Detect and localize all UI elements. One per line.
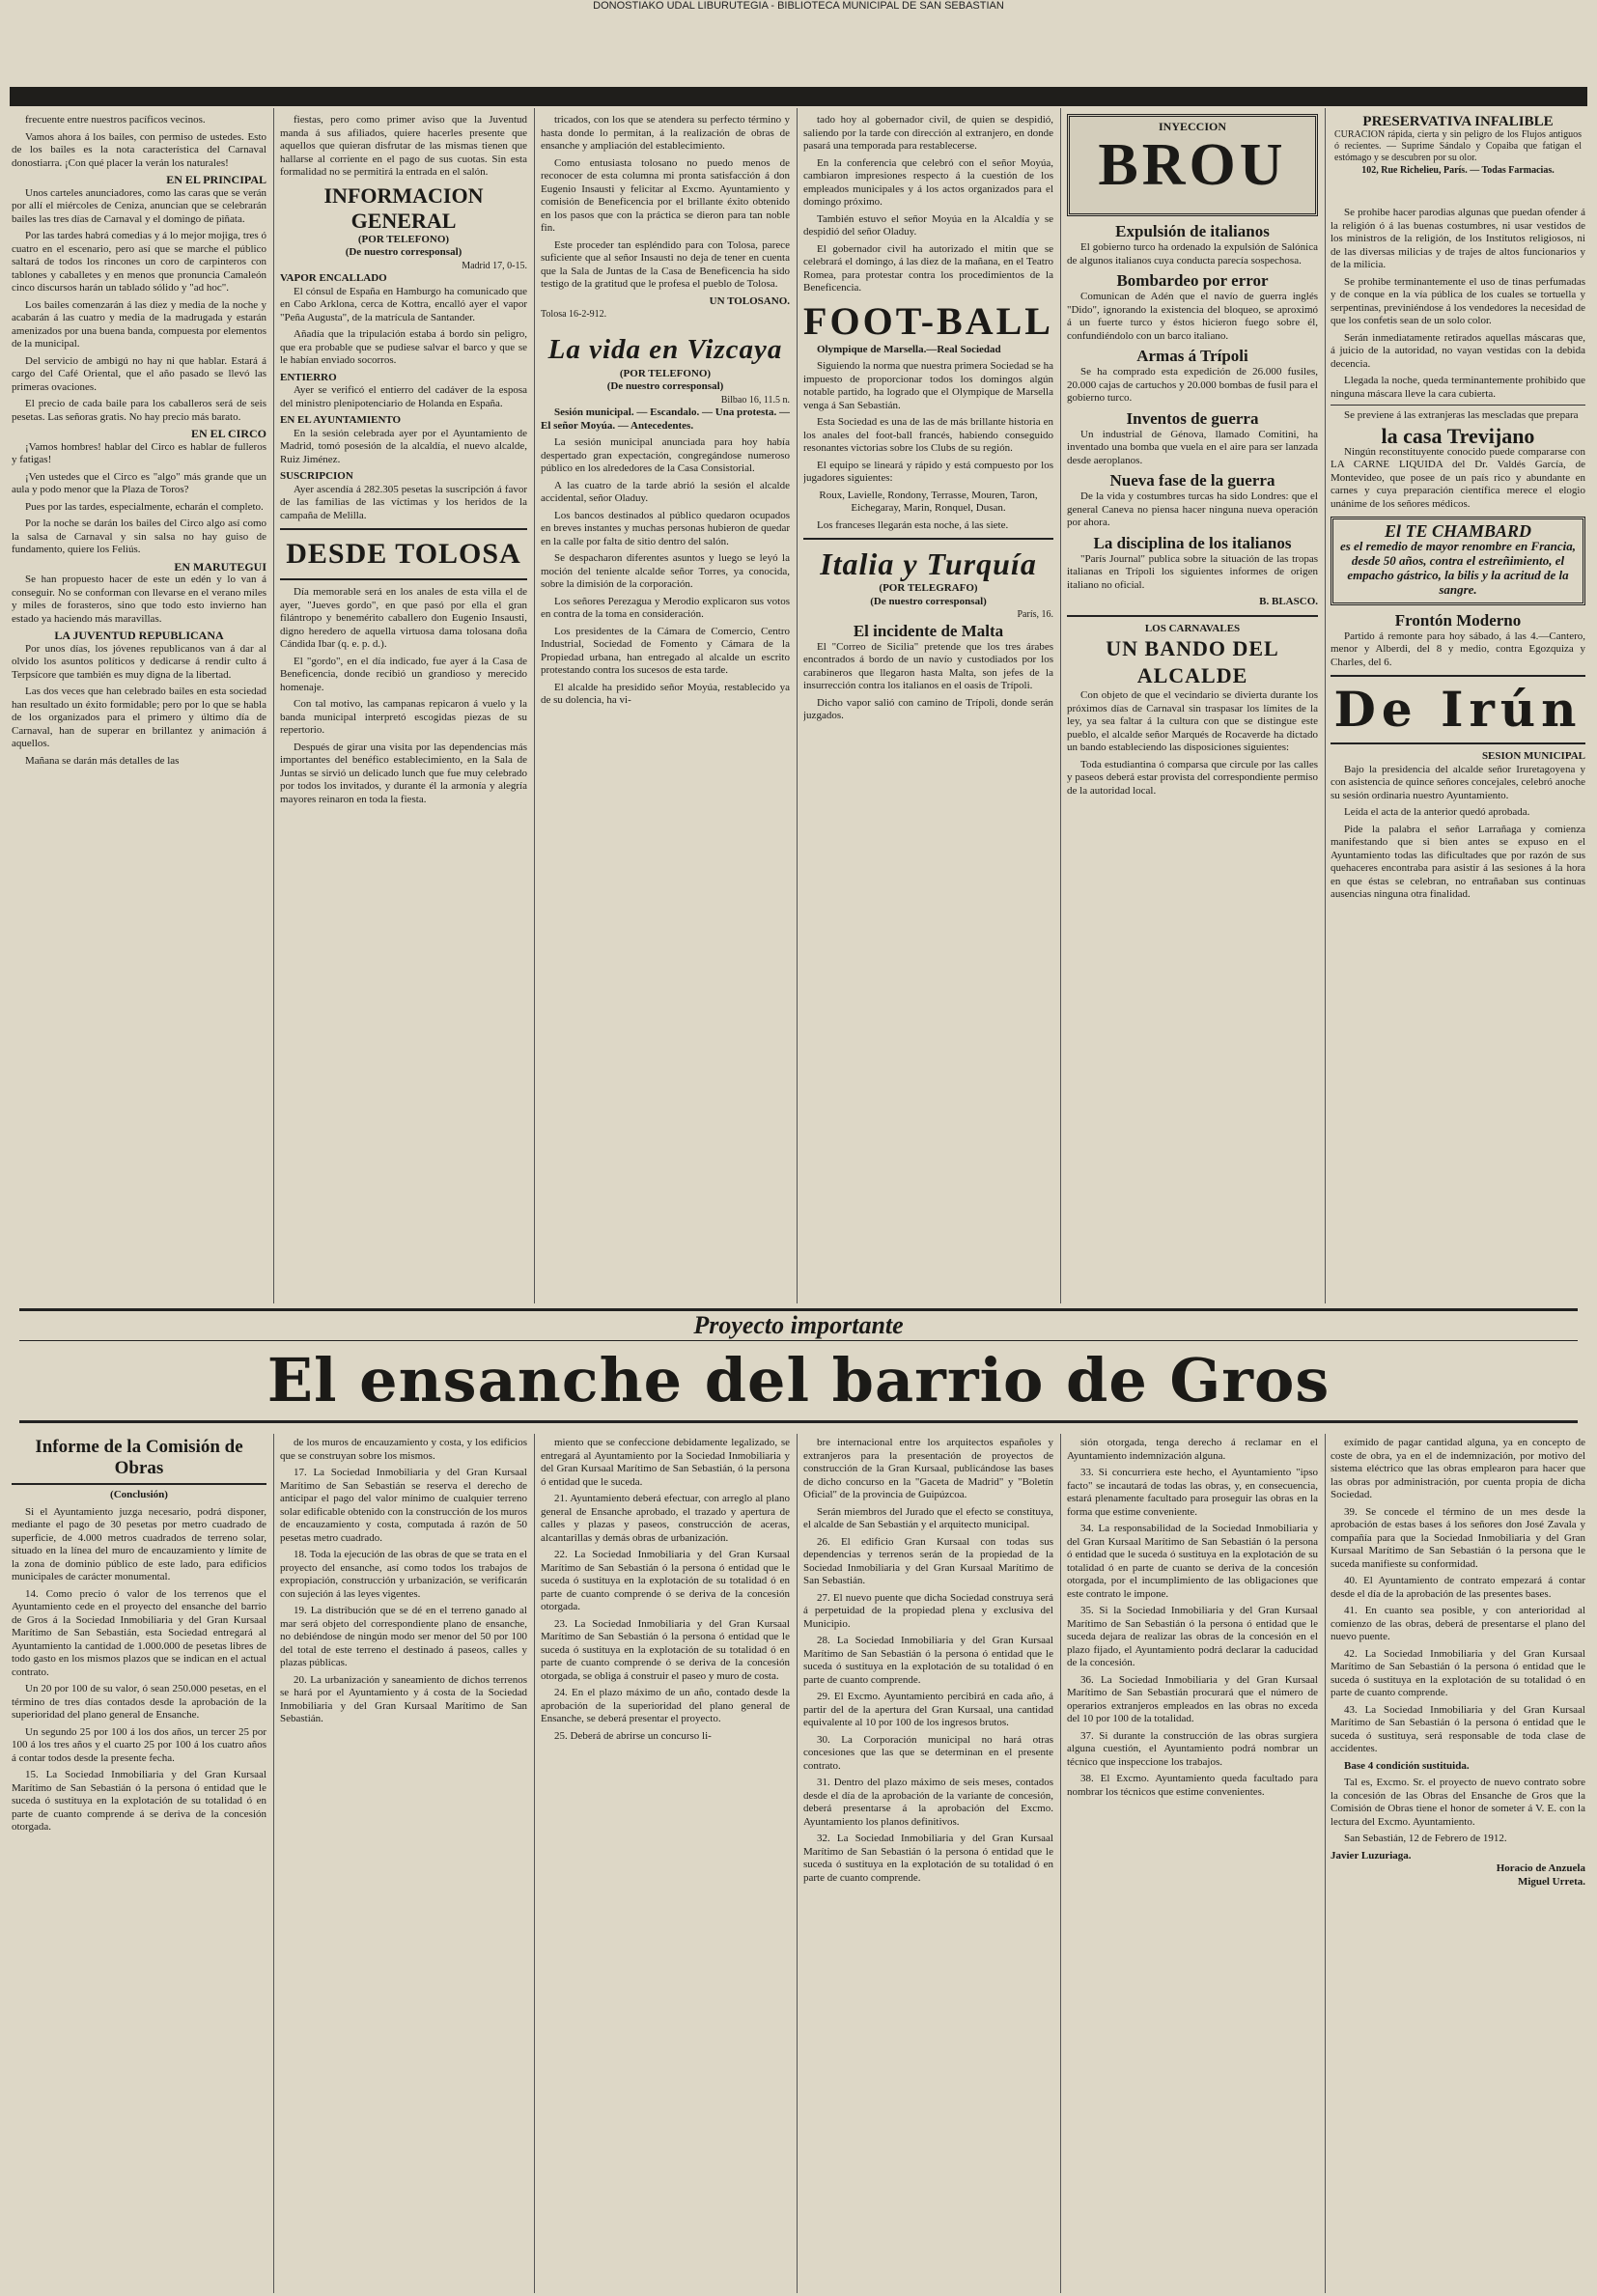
ad-title: El TE CHAMBARD: [1384, 521, 1532, 541]
paragraph: Añadía que la tripulación estaba á bordo sin peligro, que era probable que se pudiese salvar el barco y que se le habían enviado socorros.: [280, 328, 527, 366]
divider: [1331, 405, 1585, 406]
paragraph: Por las tardes habrá comedias y á lo mejor mojiga, tres ó cuatro en el escenario, pero así que se marche el público saltará de todos los rincones un coro de carpinteros con tablones y caballetes y en menos que pronuncia Camaleón cinco discursos harán un tablado sólido y "ad hoc".: [12, 230, 266, 294]
divider: [280, 578, 527, 580]
section-title: Italia y Turquía: [820, 546, 1037, 581]
item-heading: Bombardeo por error: [1116, 271, 1269, 290]
paragraph: 17. La Sociedad Inmobiliaria y del Gran Kursaal Marítimo de San Sebastián se reserva el derecho de anticipar el pago del valor mínimo de cualquier terreno solar edificable obtenido con la construcción de los muros de encauzamiento y costa, computada á razón de 50 pesetas metro cuadrado.: [280, 1467, 527, 1544]
signature: UN TOLOSANO.: [709, 294, 790, 307]
paragraph: Por unos días, los jóvenes republicanos van á dar al olvido los asuntos políticos y dedicarse á rendir culto á Terpsícore que también es muy digna de la libertad.: [12, 642, 266, 681]
paragraph: Base 4 condición sustituida.: [1344, 1759, 1470, 1772]
article-title: Informe de la Comisión de Obras: [12, 1437, 266, 1485]
paragraph: 42. La Sociedad Inmobiliaria y del Gran Kursaal Marítimo de San Sebastián ó la persona ó entidad que le suceda ó sustituya en la explotación de su totalidad ó en parte de cuanto comprende.: [1331, 1647, 1585, 1698]
paragraph: Ayer se verificó el entierro del cadáver de la esposa del ministro plenipotenciario de Holanda en España.: [280, 384, 527, 409]
section-heading: EN EL PRINCIPAL: [166, 173, 266, 186]
item-heading: VAPOR ENCALLADO: [280, 272, 387, 284]
paragraph: Llegada la noche, queda terminantemente prohibido que ninguna máscara lleve la cara cubierta.: [1331, 375, 1585, 400]
paragraph: 23. La Sociedad Inmobiliaria y del Gran Kursaal Marítimo de San Sebastián ó la persona ó entidad que le suceda ó sustituya en la explotación de su totalidad ó en parte de cuanto comprende ó se deriva de la concesión otorgada, se obliga á construir el paseo y muro de costa.: [541, 1617, 790, 1682]
ad-title: Frontón Moderno: [1394, 610, 1522, 630]
ad-text: es el remedio de mayor renombre en Francia, desde 50 años, contra el estreñimiento, el empacho gástrico, la bilis y la acritud de la sangre.: [1339, 538, 1577, 597]
column-4: [803, 114, 1053, 1303]
paragraph: Se ha comprado esta expedición de 26.000 fusiles, 20.000 cajas de cartuchos y 20.000 bombas de fusil para el gobierno turco.: [1067, 366, 1318, 404]
subheading: (POR TELEFONO): [619, 367, 712, 379]
divider: [280, 528, 527, 530]
paragraph: El precio de cada baile para los caballeros será de seis pesetas. Las señoras gratis. No hay precio más barato.: [12, 398, 266, 423]
paragraph: Con objeto de que el vecindario se divierta durante los próximos días de Carnaval sin traspasar los límites de la ley, ya sea faltar á la cultura con que se distingue este pueblo, el alcalde señor Marqués de Rocaverde ha dictado un bando estableciendo las disposiciones siguientes:: [1067, 689, 1318, 753]
paragraph: Esta Sociedad es una de las de más brillante historia en los anales del foot-ball francés, habiendo conseguido resonantes victorias sobre los Clubs de su región.: [803, 416, 1053, 454]
column-divider: [1325, 108, 1326, 1303]
signature: Javier Luzuriaga.: [1331, 1849, 1412, 1862]
column-6: [1331, 114, 1585, 1303]
paragraph: Unos carteles anunciadores, como las caras que se verán por allí el miércoles de Ceniza, anuncian que se celebrarán bailes las tres días de Carnaval y el domingo de piñata.: [12, 186, 266, 225]
dateline: París, 16.: [1017, 609, 1053, 620]
ad-brand: BROU: [1098, 131, 1287, 198]
paragraph: exímido de pagar cantidad alguna, ya en concepto de coste de obra, ya en el de indemnización, por motivo del sistema eléctrico que las obras emplearon para hacer que las obras por administración, por cuenta propia de dicha Sociedad.: [1331, 1437, 1585, 1500]
paragraph: Siguiendo la norma que nuestra primera Sociedad se ha impuesto de proporcionar todos los domingos algún notable partido, ha logrado que el Olympique de Marsella venga á San Sebastián.: [803, 360, 1053, 411]
paragraph: El cónsul de España en Hamburgo ha comunicado que en Cabo Arklona, cerca de Kottra, encalló ayer el vapor "Peña Augusta", de la matrícula de Santander.: [280, 285, 527, 323]
item-heading: SUSCRIPCION: [280, 470, 353, 482]
paragraph: sión otorgada, tenga derecho á reclamar en el Ayuntamiento indemnización alguna.: [1067, 1437, 1318, 1462]
paragraph: 38. El Excmo. Ayuntamiento queda facultado para nombrar los técnicos que estime convenientes.: [1067, 1773, 1318, 1798]
banner-kicker: Proyecto importante: [19, 1308, 1578, 1341]
column-divider: [273, 1434, 274, 2293]
paragraph: 22. La Sociedad Inmobiliaria y del Gran Kursaal Marítimo de San Sebastián ó la persona ó entidad que le suceda ó sustituya en la explotación de su totalidad ó en parte de cuanto comprende ó se deriva de la concesión otorgada.: [541, 1549, 790, 1612]
paragraph: Del servicio de ambigú no hay ni que hablar. Estará á cargo del Café Oriental, que el año pasado se llevó las primeras ovaciones.: [12, 354, 266, 393]
paragraph: 35. Si la Sociedad Inmobiliaria y del Gran Kursaal Marítimo de San Sebastián ó la persona ó entidad que le suceda dejara de realizar las obras de la concesión en el plazo fijado, el Ayuntamiento podrá declarar la caducidad de la concesión.: [1067, 1605, 1318, 1668]
paragraph: Vamos ahora á los bailes, con permiso de ustedes. Esto de los bailes es la nota característica del Carnaval donostiarra. ¡Con qué placer la verán los naturales!: [12, 130, 266, 169]
lead-paragraph: Sesión municipal. — Escandalo. — Una protesta. — El señor Moyúa. — Antecedentes.: [541, 406, 790, 432]
item-heading: El incidente de Malta: [853, 621, 1004, 640]
paragraph: Tal es, Excmo. Sr. el proyecto de nuevo contrato sobre la concesión de las Obras del Ensanche de Gros que la Comisión de Obras tiene el honor de someter á V. E. con la lectura del Excmo. Ayuntamiento.: [1331, 1777, 1585, 1828]
section-title: FOOT-BALL: [803, 298, 1053, 343]
top-rule-bar: [10, 87, 1587, 106]
paragraph: Se despacharon diferentes asuntos y luego se leyó la moción del teniente alcalde señor Torres, ya conocida, sobre la dimisión de la corporación.: [541, 552, 790, 590]
paragraph: Leída el acta de la anterior quedó aprobada.: [1344, 806, 1530, 818]
paragraph: miento que se confeccione debidamente legalizado, se entregará al Ayuntamiento por la Sociedad Inmobiliaria y del Gran Kursaal Marítimo de San Sebastián, ó la persona ó entidad que le suceda.: [541, 1437, 790, 1488]
paragraph: 43. La Sociedad Inmobiliaria y del Gran Kursaal Marítimo de San Sebastián ó la persona ó entidad que le suceda ó sustituya, será responsable de toda clase de accidentes.: [1331, 1703, 1585, 1754]
te-chambard-advertisement: [1331, 517, 1585, 605]
subheading: (De nuestro corresponsal): [606, 380, 724, 392]
paragraph: Comunican de Adén que el navío de guerra inglés "Dido", ignorando la existencia del bloqueo, se aproximó á un fuerte turco y éstos hicieron fuego sobre él, confundiéndolo con un barco italiano.: [1067, 291, 1318, 342]
paragraph: 39. Se concede el término de un mes desde la aprobación de estas bases á los señores don José Zavala y compañía para que la Sociedad Inmobiliaria y del Gran Kursaal Marítimo de San Sebastián ó la persona que le suceda manifieste su conformidad.: [1331, 1505, 1585, 1570]
signature: B. BLASCO.: [1259, 596, 1318, 607]
column-divider: [1325, 1434, 1326, 2293]
paragraph: frecuente entre nuestros pacíficos vecinos.: [25, 114, 206, 126]
paragraph: "París Journal" publica sobre la situación de las tropas italianas en Trípoli los siguientes informes de origen italiano no oficial.: [1067, 552, 1318, 591]
paragraph: bre internacional entre los arquitectos españoles y extranjeros para la presentación de proyectos de construcción de la Gran Kursaal, publicándose las bases de dicho concurso en la "Gaceta de Madrid" y "Boletín Oficial" de la provincia de Guipúzcoa.: [803, 1437, 1053, 1500]
signature: Miguel Urreta.: [1517, 1875, 1585, 1888]
paragraph: 32. La Sociedad Inmobiliaria y del Gran Kursaal Marítimo de San Sebastián ó la persona ó entidad que le suceda ó sustituya en la explotación de su totalidad ó en parte de cuanto comprende.: [803, 1833, 1053, 1884]
paragraph: Los presidentes de la Cámara de Comercio, Centro Industrial, Sociedad de Fomento y Cámara de la Propiedad urbana, han entregado al alcalde un escrito protestando contra los sucesos de esta tarde.: [541, 625, 790, 676]
column-3: [541, 114, 790, 1303]
section-title: INFORMACION GENERAL: [323, 182, 484, 233]
ad-title: la casa Trevijano: [1381, 423, 1535, 448]
subheading: (De nuestro corresponsal): [345, 246, 462, 258]
team-lineup: Roux, Lavielle, Rondony, Terrasse, Mouren, Taron, Eichegaray, Marin, Ronquel, Dusan.: [819, 489, 1038, 514]
paragraph: El "Correo de Sicilia" pretende que los tres árabes encontrados á bordo de un navío y custodiados por los carabineros que llegaron hasta Malta, son jefes de la insurrección contra los italianos en el oasis de Trípoli.: [803, 640, 1053, 691]
dateline: Tolosa 16-2-912.: [541, 309, 607, 320]
paragraph: En la conferencia que celebró con el señor Moyúa, cambiaron impresiones respecto á la cuestión de los empleados municipales y á los actos organizados para el domingo próximo.: [803, 156, 1053, 208]
section-heading: LOS CARNAVALES: [1144, 622, 1241, 634]
divider: [1331, 742, 1585, 744]
paragraph: Bajo la presidencia del alcalde señor Iruretagoyena y con asistencia de quince señores concejales, celebró anoche su sesión ordinaria nuestro Ayuntamiento.: [1331, 763, 1585, 801]
paragraph: Por la noche se darán los bailes del Circo algo así como la salsa de Carnaval y sin salsa no hay guiso de fundamento, quiere los Feliús.: [12, 518, 266, 555]
paragraph: En la sesión celebrada ayer por el Ayuntamiento de Madrid, tomó posesión de la alcaldía, el nuevo alcalde, Ruiz Jiménez.: [280, 427, 527, 465]
paragraph: El alcalde ha presidido señor Moyúa, restablecido ya de su dolencia, ha vi-: [541, 681, 790, 706]
paragraph: 37. Si durante la construcción de las obras surgiera alguna cuestión, el Ayuntamiento podrá nombrar un técnico que inspeccione los trabajos.: [1067, 1729, 1318, 1768]
paragraph: 25. Deberá de abrirse un concurso li-: [554, 1729, 712, 1742]
paragraph: ¡Vamos hombres! hablar del Circo es hablar de fulleros y fatigas!: [12, 440, 266, 465]
item-heading: EN EL AYUNTAMIENTO: [280, 414, 402, 426]
paragraph: 18. Toda la ejecución de las obras de que se trata en el proyecto del ensanche, así como todos los trabajos de expropiación, construcción y urbanización, se verificarán con sujeción á las leyes vigentes.: [280, 1549, 527, 1600]
bottom-column-6: [1331, 1437, 1585, 2291]
paragraph: Los franceses llegarán esta noche, á las siete.: [817, 518, 1009, 531]
archive-source-line: DONOSTIAKO UDAL LIBURUTEGIA - BIBLIOTECA MUNICIPAL DE SAN SEBASTIAN: [593, 0, 1004, 12]
date-line: San Sebastián, 12 de Febrero de 1912.: [1344, 1833, 1507, 1844]
paragraph: Este proceder tan espléndido para con Tolosa, parece suficiente que al señor Insausti no deja de tener en cuenta que la Sala de Juntas de la Casa de Beneficencia ha sido testigo de la gratitud que le profesa el pueblo de Tolosa.: [541, 238, 790, 290]
paragraph: Serán miembros del Jurado que el efecto se constituya, el alcalde de San Sebastián y el arquitecto municipal.: [803, 1505, 1053, 1530]
paragraph: Las dos veces que han celebrado bailes en esta sociedad han resultado un éxito formidable; pero por lo que se habla de los organizados para el primero y último día de Carnaval, han de superar en brillantez y animación á aquellos.: [12, 686, 266, 749]
paragraph: También estuvo el señor Moyúa en la Alcaldía y se despidió del señor Oladuy.: [803, 212, 1053, 238]
paragraph: tricados, con los que se atendera su perfecto término y hasta donde lo permitan, á la realización de obras de ensanche y ampliación del establecimiento.: [541, 114, 790, 152]
ad-text: Ningún reconstituyente conocido puede compararse con LA CARNE LIQUIDA del Dr. Valdés García, de Montevideo, que posee de un país rico y abundante en carnes y cuya preparación científica merece el elogio unánime de los señores médicos.: [1331, 445, 1585, 510]
section-heading: EN MARUTEGUI: [174, 559, 266, 574]
section-heading: LA JUVENTUD REPUBLICANA: [54, 629, 224, 642]
paragraph: 24. En el plazo máximo de un año, contado desde la aprobación de la superioridad del plano general de Ensanche, se deberá presentar el proyecto.: [541, 1687, 790, 1724]
ad-small-heading: INYECCION: [1158, 120, 1226, 133]
paragraph: Un industrial de Génova, llamado Comitini, ha inventado una bomba que vuela en el aire para ser lanzada desde aeroplanos.: [1067, 428, 1318, 466]
paragraph: El "gordo", en el día indicado, fue ayer á la Casa de Beneficencia, donde recibió un grandioso y merecido homenaje.: [280, 655, 527, 693]
paragraph: 14. Como precio ó valor de los terrenos que el Ayuntamiento cede en el proyecto del ensanche del barrio de Gros á la Sociedad Inmobiliaria y del Gran Kursaal Marítimo de San Sebastián, esta Sociedad entregará al Ayuntamiento la cantidad de 1.000.000 de pesetas libres de todo gasto en los mismos plazos que se indican en el actual contrato.: [12, 1587, 266, 1678]
paragraph: 28. La Sociedad Inmobiliaria y del Gran Kursaal Marítimo de San Sebastián ó la persona ó entidad que le suceda ó sustituya en la explotación de su totalidad ó en parte de cuanto comprende.: [803, 1635, 1053, 1686]
column-1: [12, 114, 266, 1303]
column-divider: [1060, 1434, 1061, 2293]
column-divider: [797, 108, 798, 1303]
banner-title: El ensanche del barrio de Gros: [266, 1345, 1331, 1415]
section-heading: SESION MUNICIPAL: [1481, 750, 1585, 762]
paragraph: 19. La distribución que se dé en el terreno ganado al mar será objeto del correspondiente plano de ensanche, no debiéndose de ningún modo ser menor del 50 por 100 del total de este terreno el destinado á paseos, calles y plazas públicas.: [280, 1605, 527, 1668]
section-title: DESDE TOLOSA: [286, 538, 521, 570]
paragraph: 21. Ayuntamiento deberá efectuar, con arreglo al plano general de Ensanche aprobado, el trazado y apertura de calles y plazas y paseos, construcción de aceras, alcantarillas y demás obras de urbanización.: [541, 1493, 790, 1544]
paragraph: Los bailes comenzarán á las diez y media de la noche y acabarán á las cuatro y media de la madrugada y estarán amenizados por una buena banda, compuesta por elementos de la municipal.: [12, 298, 266, 350]
paragraph: Toda estudiantina ó comparsa que circule por las calles y paseos deberá estar provista del correspondiente permiso de la autoridad local.: [1067, 758, 1318, 797]
paragraph: 15. La Sociedad Inmobiliaria y del Gran Kursaal Marítimo de San Sebastián ó la persona ó entidad que le suceda ó sustituya en la explotación de su totalidad ó en parte de cuanto comprende á se deriva de la concesión otorgada.: [12, 1769, 266, 1833]
column-divider: [797, 1434, 798, 2293]
column-divider: [534, 108, 535, 1303]
divider: [1067, 615, 1318, 617]
paragraph: Después de girar una visita por las dependencias más importantes del benéfico establecimiento, en la Sala de Juntas se sirvió un delicado lunch que fue muy celebrado por todos los invitados, y durante él la armonía y alegría mayores reinaron en toda la fiesta.: [280, 741, 527, 805]
paragraph: 31. Dentro del plazo máximo de seis meses, contados desde el día de la aprobación de la variante de concesión, deberá presentarse á la aprobación del Excmo. Ayuntamiento los planos definitivos.: [803, 1777, 1053, 1828]
paragraph: 26. El edificio Gran Kursaal con todas sus dependencias y terrenos serán de la propiedad de la Sociedad Inmobiliaria y del Gran Kursaal Marítimo de San Sebastián.: [803, 1535, 1053, 1586]
paragraph: Dicho vapor salió con camino de Trípoli, donde serán juzgados.: [803, 696, 1053, 721]
section-title: De Irún: [1333, 681, 1583, 738]
item-heading: ENTIERRO: [280, 371, 337, 383]
bottom-column-3: [541, 1437, 790, 2291]
ad-title: PRESERVATIVA INFALIBLE: [1362, 114, 1554, 129]
paragraph: Se previene á las extranjeras las mescladas que prepara: [1344, 409, 1579, 421]
bottom-column-4: [803, 1437, 1053, 2291]
paragraph: Se prohibe hacer parodias algunas que puedan ofender á la religión ó á las buenas costumbres, ni usar vestidos de los ministros de la religión, de los Institutos religiosos, ni de las diversas milicias y de trajes de altos funcionarios y de la milicia.: [1331, 207, 1585, 270]
paragraph: 20. La urbanización y saneamiento de dichos terrenos se hará por el Ayuntamiento y á costa de la Sociedad Inmobiliaria y del Gran Kursaal Marítimo de San Sebastián.: [280, 1673, 527, 1724]
paragraph: Día memorable será en los anales de esta villa el de ayer, "Jueves gordo", en que pasó por ella el gran filántropo y benemérito caballero don Eugenio Insausti, digno heredero de aquella virtuosa dama tolosana doña Cándida Ibar (q. e. p. d.).: [280, 586, 527, 650]
banner-rule: [19, 1420, 1578, 1423]
paragraph: Pues por las tardes, especialmente, echarán el completo.: [25, 500, 264, 513]
subheading: (Conclusión): [110, 1489, 168, 1500]
paragraph: Ayer ascendía á 282.305 pesetas la suscripción á favor de las familias de las víctimas y los heridos de la campaña de Melilla.: [280, 483, 527, 521]
subheading: (POR TELEGRAFO): [879, 582, 978, 594]
column-divider: [534, 1434, 535, 2293]
item-heading: Armas á Trípoli: [1136, 347, 1248, 365]
ad-address: 102, Rue Richelieu, París. — Todas Farmacias.: [1361, 164, 1555, 176]
paragraph: 40. El Ayuntamiento de contrato empezará á contar desde el día de la aprobación de las presentes bases.: [1331, 1575, 1585, 1600]
paragraph: 30. La Corporación municipal no hará otras concesiones que las que se determinan en el presente contrato.: [803, 1733, 1053, 1772]
paragraph: Como entusiasta tolosano no puedo menos de reconocer de esta columna mi pronta satisfacción á don Eugenio Insausti y felicitar al Excmo. Ayuntamiento y comisión de Beneficencia por el brillante éxito obtenido en los pasos que con la práctica se dieron para tan noble fin.: [541, 156, 790, 234]
paragraph: Mañana se darán más detalles de las: [25, 754, 180, 767]
paragraph: 27. El nuevo puente que dicha Sociedad construya será á perpetuidad de la propiedad plena y exclusiva del Municipio.: [803, 1591, 1053, 1630]
paragraph: 33. Si concurriera este hecho, el Ayuntamiento "ipso facto" se incautará de todas las obras, y, en consecuencia, estará plenamente facultado para proseguir las obras en la forma que estime conveniente.: [1067, 1467, 1318, 1518]
subheading: (POR TELEFONO): [357, 233, 450, 245]
ad-text: Partido á remonte para hoy sábado, á las 4.—Cantero, menor y Alberdi, del 8 y medio, contra Egozquiza y Charles, del 6.: [1331, 630, 1585, 668]
paragraph: tado hoy al gobernador civil, de quien se despidió, saliendo por la tarde con dirección al extranjero, en donde pasará una temporada para restablecerse.: [803, 114, 1053, 152]
brou-advertisement: [1067, 114, 1318, 216]
dateline: Bilbao 16, 11.5 n.: [720, 394, 790, 406]
paragraph: 34. La responsabilidad de la Sociedad Inmobiliaria y del Gran Kursaal Marítimo de San Sebastián ó la persona ó entidad que le suceda ó sustituya en la explotación de su totalidad ó en parte de cuanto se deriva de la concesión otorgada, por el incumplimiento de las obligaciones que este contrato le impone.: [1067, 1523, 1318, 1600]
signature: Horacio de Anzuela: [1496, 1862, 1585, 1874]
lead-paragraph: Olympique de Marsella.—Real Sociedad: [817, 343, 1001, 355]
paragraph: De la vida y costumbres turcas ha sido Londres: que el general Caneva no piensa hacer ninguna nueva operación por ahora.: [1067, 490, 1318, 528]
item-heading: Nueva fase de la guerra: [1109, 471, 1275, 490]
paragraph: Con tal motivo, las campanas repicaron á vuelo y la banda municipal interpretó escogidas piezas de su repertorio.: [280, 698, 527, 736]
ad-text: CURACION rápida, cierta y sin peligro de los Flujos antiguos ó recientes. — Suprime Sándalo y Copaiba que fatigan el estómago y se descubren por su olor.: [1334, 128, 1582, 163]
subheading: (De nuestro corresponsal): [870, 595, 987, 607]
paragraph: 29. El Excmo. Ayuntamiento percibirá en cada año, á partir del de la apertura del Gran Kursaal, una cantidad equivalente al 10 por 100 de los ingresos brutos.: [803, 1691, 1053, 1728]
column-5: [1067, 114, 1318, 1303]
ensanche-banner: [10, 1308, 1587, 1429]
item-heading: Inventos de guerra: [1126, 408, 1259, 428]
column-divider: [1060, 108, 1061, 1303]
paragraph: A las cuatro de la tarde abrió la sesión el alcalde accidental, señor Oladuy.: [541, 479, 790, 504]
section-title: La vida en Vizcaya: [547, 333, 783, 365]
brou-ad-text: [1331, 114, 1585, 207]
paragraph: Un 20 por 100 de su valor, ó sean 250.000 pesetas, en el término de tres días contados desde la aprobación de la superioridad del plano general de Ensanche.: [12, 1683, 266, 1721]
paragraph: El gobernador civil ha autorizado el mitin que se celebrará el domingo, á las diez de la mañana, en el Teatro Romea, para protestar contra los procedimientos de la Beneficencia.: [803, 242, 1053, 294]
paragraph: fiestas, pero como primer aviso que la Juventud manda á sus afiliados, quiere hacerles presente que aquellos que quieran disfrutar de las mismas tienen que hallarse al corriente en el pago de sus cuotas. Sin esta formalidad no se permitirá la entrada en el salón.: [280, 114, 527, 178]
section-title: UN BANDO DEL ALCALDE: [1106, 636, 1279, 687]
item-heading: Expulsión de italianos: [1115, 222, 1270, 240]
paragraph: El equipo se lineará y rápido y está compuesto por los jugadores siguientes:: [803, 459, 1053, 484]
paragraph: Si el Ayuntamiento juzga necesario, podrá disponer, mediante el pago de 30 pesetas por metro cuadrado de superficie, de 4.000 metros cuadrados de terreno solar, situado en la línea del muro de encauzamiento y límite de la zona de dominio público de este lado, para edificios municipales de carácter monumental.: [12, 1505, 266, 1582]
item-heading: La disciplina de los italianos: [1093, 533, 1292, 552]
paragraph: La sesión municipal anunciada para hoy había despertado gran expectación, congregándose numeroso público en los alrededores de la Casa Consistorial.: [541, 436, 790, 474]
divider: [803, 538, 1053, 540]
paragraph: Los bancos destinados al público quedaron ocupados en breves instantes y muchas personas hubieron de quedar en la calle por falta de sitio dentro del salón.: [541, 509, 790, 547]
paragraph: Se prohibe terminantemente el uso de tinas perfumadas y de conque en la vía pública de los cuales se tortuella y serpentinas, previniéndose á los vendedores la necesidad de que los confetis sean de un solo color.: [1331, 275, 1585, 326]
divider: [1331, 675, 1585, 677]
column-2: [280, 114, 527, 1303]
paragraph: Serán inmediatamente retirados aquellas máscaras que, á juicio de la autoridad, no vayan vestidas con la debida decencia.: [1331, 331, 1585, 370]
paragraph: Los señores Perezagua y Merodio explicaron sus votos en contra de la toma en consideración.: [541, 595, 790, 620]
bottom-column-1: [12, 1437, 266, 2291]
bottom-column-2: [280, 1437, 527, 2291]
paragraph: ¡Ven ustedes que el Circo es "algo" más grande que un aula y podo menor que la Plaza de Toros?: [12, 470, 266, 495]
paragraph: Pide la palabra el señor Larrañaga y comienza manifestando que si bien antes se expuso en el Ayuntamiento todas las dificultades que por razón de sus quehaceres encontraba para asistir á las sesiones á la hora en que éstas se celebran, no entrañaban sus continuas ausencias ninguna otra finalidad.: [1331, 823, 1585, 900]
paragraph: Un segundo 25 por 100 á los dos años, un tercer 25 por 100 á los tres años y el cuarto 25 por 100 á los cuatro años á contar todos desde la presente fecha.: [12, 1725, 266, 1764]
paragraph: 41. En cuanto sea posible, y con anterioridad al comienzo de las obras, deberá de presentarse el plano del nuevo puente.: [1331, 1605, 1585, 1642]
bottom-column-5: [1067, 1437, 1318, 2291]
paragraph: El gobierno turco ha ordenado la expulsión de Salónica de algunos italianos cuya conducta parecía sospechosa.: [1067, 241, 1318, 266]
section-heading: EN EL CIRCO: [190, 427, 266, 440]
paragraph: Se han propuesto hacer de este un edén y lo van á conseguir. No se conforman con llevarse en el verano miles y miles de forasteros, sino que todo esto invierno han estado ya haciendo más maravillas.: [12, 574, 266, 625]
dateline: Madrid 17, 0-15.: [462, 260, 527, 271]
paragraph: de los muros de encauzamiento y costa, y los edificios que se construyan sobre los mismos.: [280, 1437, 527, 1462]
column-divider: [273, 108, 274, 1303]
paragraph: 36. La Sociedad Inmobiliaria y del Gran Kursaal Marítimo de San Sebastián procurará que el número de operarios extranjeros empleados en las obras no exceda del 10 por 100 de la totalidad.: [1067, 1673, 1318, 1724]
